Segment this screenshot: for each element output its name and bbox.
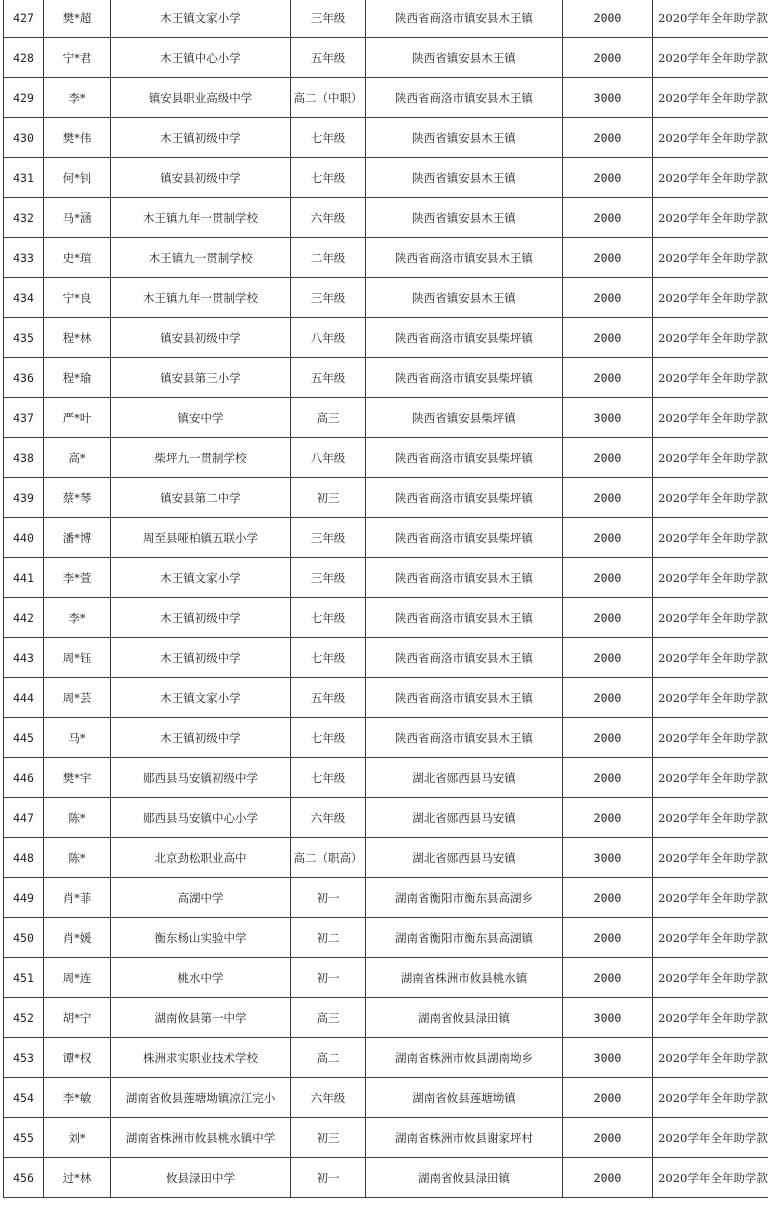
table-row bbox=[4, 478, 768, 518]
table-row bbox=[4, 838, 768, 878]
school-name: 株洲求实职业技术学校 bbox=[111, 1038, 291, 1078]
student-name: 高* bbox=[44, 438, 111, 478]
home-address: 陕西省商洛市镇安县柴坪镇 bbox=[366, 358, 563, 398]
aid-type: 2020学年全年助学款 bbox=[653, 798, 768, 838]
aid-amount: 2000 bbox=[563, 678, 653, 718]
home-address: 湖南省攸县渌田镇 bbox=[366, 998, 563, 1038]
school-name: 郧西县马安镇初级中学 bbox=[111, 758, 291, 798]
home-address: 陕西省商洛市镇安县木王镇 bbox=[366, 718, 563, 758]
grade-level: 三年级 bbox=[291, 0, 366, 38]
grade-level: 初一 bbox=[291, 958, 366, 998]
aid-type: 2020学年全年助学款 bbox=[653, 198, 768, 238]
aid-type: 2020学年全年助学款 bbox=[653, 118, 768, 158]
student-name: 樊*超 bbox=[44, 0, 111, 38]
table-row bbox=[4, 398, 768, 438]
grade-level: 六年级 bbox=[291, 1078, 366, 1118]
row-number: 430 bbox=[4, 118, 44, 158]
table-row bbox=[4, 1038, 768, 1078]
aid-type: 2020学年全年助学款 bbox=[653, 278, 768, 318]
aid-amount: 2000 bbox=[563, 198, 653, 238]
school-name: 木王镇初级中学 bbox=[111, 118, 291, 158]
table-row bbox=[4, 518, 768, 558]
school-name: 攸县渌田中学 bbox=[111, 1158, 291, 1198]
grade-level: 二年级 bbox=[291, 238, 366, 278]
school-name: 镇安县初级中学 bbox=[111, 158, 291, 198]
home-address: 湖南省株洲市攸县湖南坳乡 bbox=[366, 1038, 563, 1078]
school-name: 木王镇初级中学 bbox=[111, 638, 291, 678]
table-row bbox=[4, 718, 768, 758]
student-name: 马*涵 bbox=[44, 198, 111, 238]
aid-type: 2020学年全年助学款 bbox=[653, 598, 768, 638]
row-number: 436 bbox=[4, 358, 44, 398]
row-number: 448 bbox=[4, 838, 44, 878]
student-name: 李*敏 bbox=[44, 1078, 111, 1118]
aid-type: 2020学年全年助学款 bbox=[653, 518, 768, 558]
student-name: 周*芸 bbox=[44, 678, 111, 718]
aid-amount: 2000 bbox=[563, 438, 653, 478]
school-name: 木王镇九一贯制学校 bbox=[111, 238, 291, 278]
aid-type: 2020学年全年助学款 bbox=[653, 238, 768, 278]
row-number: 435 bbox=[4, 318, 44, 358]
school-name: 衡东杨山实验中学 bbox=[111, 918, 291, 958]
aid-amount: 3000 bbox=[563, 838, 653, 878]
student-name: 周*连 bbox=[44, 958, 111, 998]
table-row bbox=[4, 1118, 768, 1158]
table-row bbox=[4, 878, 768, 918]
student-name: 史*瑄 bbox=[44, 238, 111, 278]
grade-level: 高三 bbox=[291, 398, 366, 438]
table-row bbox=[4, 238, 768, 278]
aid-amount: 2000 bbox=[563, 878, 653, 918]
school-name: 镇安中学 bbox=[111, 398, 291, 438]
aid-type: 2020学年全年助学款 bbox=[653, 838, 768, 878]
school-name: 桃水中学 bbox=[111, 958, 291, 998]
aid-amount: 2000 bbox=[563, 0, 653, 38]
table-row bbox=[4, 38, 768, 78]
row-number: 431 bbox=[4, 158, 44, 198]
row-number: 438 bbox=[4, 438, 44, 478]
student-name: 周*钰 bbox=[44, 638, 111, 678]
aid-amount: 2000 bbox=[563, 518, 653, 558]
row-number: 454 bbox=[4, 1078, 44, 1118]
home-address: 湖南省株洲市攸县谢家坪村 bbox=[366, 1118, 563, 1158]
grade-level: 初一 bbox=[291, 1158, 366, 1198]
home-address: 陕西省镇安县木王镇 bbox=[366, 158, 563, 198]
grade-level: 高三 bbox=[291, 998, 366, 1038]
school-name: 镇安县第二中学 bbox=[111, 478, 291, 518]
row-number: 446 bbox=[4, 758, 44, 798]
grade-level: 初二 bbox=[291, 918, 366, 958]
table-row bbox=[4, 78, 768, 118]
table-row bbox=[4, 998, 768, 1038]
home-address: 陕西省商洛市镇安县柴坪镇 bbox=[366, 518, 563, 558]
home-address: 陕西省商洛市镇安县柴坪镇 bbox=[366, 438, 563, 478]
aid-type: 2020学年全年助学款 bbox=[653, 998, 768, 1038]
home-address: 陕西省商洛市镇安县柴坪镇 bbox=[366, 478, 563, 518]
aid-type: 2020学年全年助学款 bbox=[653, 1158, 768, 1198]
aid-amount: 2000 bbox=[563, 718, 653, 758]
school-name: 木王镇初级中学 bbox=[111, 598, 291, 638]
table-row bbox=[4, 1078, 768, 1118]
home-address: 湖北省郧西县马安镇 bbox=[366, 838, 563, 878]
student-name: 蔡*琴 bbox=[44, 478, 111, 518]
row-number: 447 bbox=[4, 798, 44, 838]
home-address: 陕西省镇安县木王镇 bbox=[366, 198, 563, 238]
student-name: 程*瑜 bbox=[44, 358, 111, 398]
aid-type: 2020学年全年助学款 bbox=[653, 1038, 768, 1078]
aid-type: 2020学年全年助学款 bbox=[653, 678, 768, 718]
home-address: 陕西省镇安县木王镇 bbox=[366, 278, 563, 318]
aid-type: 2020学年全年助学款 bbox=[653, 758, 768, 798]
student-name: 李* bbox=[44, 598, 111, 638]
table-row bbox=[4, 758, 768, 798]
student-name: 陈* bbox=[44, 838, 111, 878]
student-name: 李*萱 bbox=[44, 558, 111, 598]
aid-type: 2020学年全年助学款 bbox=[653, 398, 768, 438]
row-number: 439 bbox=[4, 478, 44, 518]
row-number: 428 bbox=[4, 38, 44, 78]
school-name: 木王镇九年一贯制学校 bbox=[111, 278, 291, 318]
table-row bbox=[4, 678, 768, 718]
row-number: 449 bbox=[4, 878, 44, 918]
home-address: 陕西省镇安县柴坪镇 bbox=[366, 398, 563, 438]
grade-level: 七年级 bbox=[291, 598, 366, 638]
grade-level: 六年级 bbox=[291, 798, 366, 838]
school-name: 周至县哑柏镇五联小学 bbox=[111, 518, 291, 558]
school-name: 木王镇中心小学 bbox=[111, 38, 291, 78]
aid-type: 2020学年全年助学款 bbox=[653, 958, 768, 998]
row-number: 456 bbox=[4, 1158, 44, 1198]
student-name: 李* bbox=[44, 78, 111, 118]
home-address: 陕西省商洛市镇安县木王镇 bbox=[366, 0, 563, 38]
home-address: 湖北省郧西县马安镇 bbox=[366, 758, 563, 798]
row-number: 455 bbox=[4, 1118, 44, 1158]
school-name: 镇安县第三小学 bbox=[111, 358, 291, 398]
student-name: 樊*伟 bbox=[44, 118, 111, 158]
grade-level: 五年级 bbox=[291, 358, 366, 398]
grade-level: 八年级 bbox=[291, 438, 366, 478]
row-number: 441 bbox=[4, 558, 44, 598]
school-name: 镇安县初级中学 bbox=[111, 318, 291, 358]
grade-level: 八年级 bbox=[291, 318, 366, 358]
grade-level: 七年级 bbox=[291, 638, 366, 678]
home-address: 陕西省商洛市镇安县木王镇 bbox=[366, 678, 563, 718]
home-address: 湖南省攸县莲塘坳镇 bbox=[366, 1078, 563, 1118]
school-name: 郧西县马安镇中心小学 bbox=[111, 798, 291, 838]
school-name: 柴坪九一贯制学校 bbox=[111, 438, 291, 478]
student-name: 陈* bbox=[44, 798, 111, 838]
aid-amount: 2000 bbox=[563, 638, 653, 678]
aid-type: 2020学年全年助学款 bbox=[653, 558, 768, 598]
aid-type: 2020学年全年助学款 bbox=[653, 318, 768, 358]
grade-level: 高二（职高） bbox=[291, 838, 366, 878]
table-row bbox=[4, 158, 768, 198]
home-address: 陕西省商洛市镇安县木王镇 bbox=[366, 558, 563, 598]
home-address: 陕西省镇安县木王镇 bbox=[366, 118, 563, 158]
row-number: 432 bbox=[4, 198, 44, 238]
home-address: 湖南省衡阳市衡东县高湖镇 bbox=[366, 918, 563, 958]
home-address: 陕西省镇安县木王镇 bbox=[366, 38, 563, 78]
grade-level: 三年级 bbox=[291, 278, 366, 318]
aid-type: 2020学年全年助学款 bbox=[653, 638, 768, 678]
student-name: 过*林 bbox=[44, 1158, 111, 1198]
row-number: 440 bbox=[4, 518, 44, 558]
aid-amount: 2000 bbox=[563, 1158, 653, 1198]
grade-level: 高二（中职） bbox=[291, 78, 366, 118]
grade-level: 三年级 bbox=[291, 558, 366, 598]
aid-type: 2020学年全年助学款 bbox=[653, 0, 768, 38]
grade-level: 五年级 bbox=[291, 678, 366, 718]
home-address: 湖北省郧西县马安镇 bbox=[366, 798, 563, 838]
school-name: 镇安县职业高级中学 bbox=[111, 78, 291, 118]
table-row bbox=[4, 598, 768, 638]
school-name: 木王镇文家小学 bbox=[111, 0, 291, 38]
student-name: 肖*菲 bbox=[44, 878, 111, 918]
student-name: 刘* bbox=[44, 1118, 111, 1158]
aid-amount: 2000 bbox=[563, 318, 653, 358]
home-address: 陕西省商洛市镇安县木王镇 bbox=[366, 78, 563, 118]
home-address: 陕西省商洛市镇安县柴坪镇 bbox=[366, 318, 563, 358]
student-name: 宁*君 bbox=[44, 38, 111, 78]
aid-type: 2020学年全年助学款 bbox=[653, 718, 768, 758]
grade-level: 六年级 bbox=[291, 198, 366, 238]
table-row bbox=[4, 278, 768, 318]
school-name: 湖南省攸县莲塘坳镇凉江完小 bbox=[111, 1078, 291, 1118]
school-name: 高湖中学 bbox=[111, 878, 291, 918]
aid-amount: 2000 bbox=[563, 1078, 653, 1118]
home-address: 陕西省商洛市镇安县木王镇 bbox=[366, 638, 563, 678]
student-name: 胡*宁 bbox=[44, 998, 111, 1038]
aid-type: 2020学年全年助学款 bbox=[653, 358, 768, 398]
aid-type: 2020学年全年助学款 bbox=[653, 478, 768, 518]
aid-amount: 2000 bbox=[563, 158, 653, 198]
row-number: 442 bbox=[4, 598, 44, 638]
row-number: 437 bbox=[4, 398, 44, 438]
grade-level: 七年级 bbox=[291, 718, 366, 758]
student-name: 潘*博 bbox=[44, 518, 111, 558]
aid-type: 2020学年全年助学款 bbox=[653, 78, 768, 118]
table-row bbox=[4, 358, 768, 398]
table-row bbox=[4, 118, 768, 158]
student-name: 樊*宇 bbox=[44, 758, 111, 798]
aid-type: 2020学年全年助学款 bbox=[653, 438, 768, 478]
table-row bbox=[4, 798, 768, 838]
aid-amount: 2000 bbox=[563, 118, 653, 158]
aid-type: 2020学年全年助学款 bbox=[653, 158, 768, 198]
school-name: 木王镇初级中学 bbox=[111, 718, 291, 758]
school-name: 木王镇九年一贯制学校 bbox=[111, 198, 291, 238]
aid-type: 2020学年全年助学款 bbox=[653, 918, 768, 958]
table-row bbox=[4, 1158, 768, 1198]
grade-level: 七年级 bbox=[291, 158, 366, 198]
table-row bbox=[4, 918, 768, 958]
aid-type: 2020学年全年助学款 bbox=[653, 878, 768, 918]
grade-level: 初一 bbox=[291, 878, 366, 918]
aid-amount: 3000 bbox=[563, 398, 653, 438]
school-name: 木王镇文家小学 bbox=[111, 678, 291, 718]
home-address: 陕西省商洛市镇安县木王镇 bbox=[366, 598, 563, 638]
aid-amount: 2000 bbox=[563, 358, 653, 398]
school-name: 北京劲松职业高中 bbox=[111, 838, 291, 878]
row-number: 427 bbox=[4, 0, 44, 38]
row-number: 444 bbox=[4, 678, 44, 718]
aid-amount: 2000 bbox=[563, 38, 653, 78]
home-address: 陕西省商洛市镇安县木王镇 bbox=[366, 238, 563, 278]
row-number: 450 bbox=[4, 918, 44, 958]
student-name: 谭*权 bbox=[44, 1038, 111, 1078]
grade-level: 五年级 bbox=[291, 38, 366, 78]
school-name: 湖南攸县第一中学 bbox=[111, 998, 291, 1038]
aid-type: 2020学年全年助学款 bbox=[653, 38, 768, 78]
grade-level: 七年级 bbox=[291, 758, 366, 798]
aid-amount: 2000 bbox=[563, 478, 653, 518]
table-row bbox=[4, 438, 768, 478]
row-number: 445 bbox=[4, 718, 44, 758]
student-name: 程*林 bbox=[44, 318, 111, 358]
table-row bbox=[4, 638, 768, 678]
aid-amount: 2000 bbox=[563, 958, 653, 998]
aid-amount: 2000 bbox=[563, 598, 653, 638]
row-number: 453 bbox=[4, 1038, 44, 1078]
aid-amount: 2000 bbox=[563, 758, 653, 798]
home-address: 湖南省株洲市攸县桃水镇 bbox=[366, 958, 563, 998]
table-row bbox=[4, 958, 768, 998]
row-number: 434 bbox=[4, 278, 44, 318]
student-name: 严*叶 bbox=[44, 398, 111, 438]
row-number: 433 bbox=[4, 238, 44, 278]
aid-amount: 2000 bbox=[563, 798, 653, 838]
grade-level: 初三 bbox=[291, 1118, 366, 1158]
aid-amount: 3000 bbox=[563, 78, 653, 118]
scholarship-recipient-table bbox=[3, 0, 768, 1198]
aid-amount: 2000 bbox=[563, 278, 653, 318]
aid-amount: 2000 bbox=[563, 558, 653, 598]
grade-level: 七年级 bbox=[291, 118, 366, 158]
aid-amount: 3000 bbox=[563, 1038, 653, 1078]
student-name: 何*钊 bbox=[44, 158, 111, 198]
aid-amount: 2000 bbox=[563, 238, 653, 278]
row-number: 451 bbox=[4, 958, 44, 998]
aid-type: 2020学年全年助学款 bbox=[653, 1118, 768, 1158]
school-name: 木王镇文家小学 bbox=[111, 558, 291, 598]
grade-level: 初三 bbox=[291, 478, 366, 518]
row-number: 452 bbox=[4, 998, 44, 1038]
table-body bbox=[4, 0, 768, 1198]
table-row bbox=[4, 558, 768, 598]
row-number: 429 bbox=[4, 78, 44, 118]
row-number: 443 bbox=[4, 638, 44, 678]
student-name: 宁*良 bbox=[44, 278, 111, 318]
student-name: 马* bbox=[44, 718, 111, 758]
home-address: 湖南省攸县渌田镇 bbox=[366, 1158, 563, 1198]
aid-amount: 3000 bbox=[563, 998, 653, 1038]
school-name: 湖南省株洲市攸县桃水镇中学 bbox=[111, 1118, 291, 1158]
home-address: 湖南省衡阳市衡东县高湖乡 bbox=[366, 878, 563, 918]
aid-type: 2020学年全年助学款 bbox=[653, 1078, 768, 1118]
table-row bbox=[4, 318, 768, 358]
aid-amount: 2000 bbox=[563, 1118, 653, 1158]
aid-amount: 2000 bbox=[563, 918, 653, 958]
table-row bbox=[4, 0, 768, 38]
grade-level: 三年级 bbox=[291, 518, 366, 558]
grade-level: 高二 bbox=[291, 1038, 366, 1078]
student-name: 肖*媛 bbox=[44, 918, 111, 958]
table-row bbox=[4, 198, 768, 238]
